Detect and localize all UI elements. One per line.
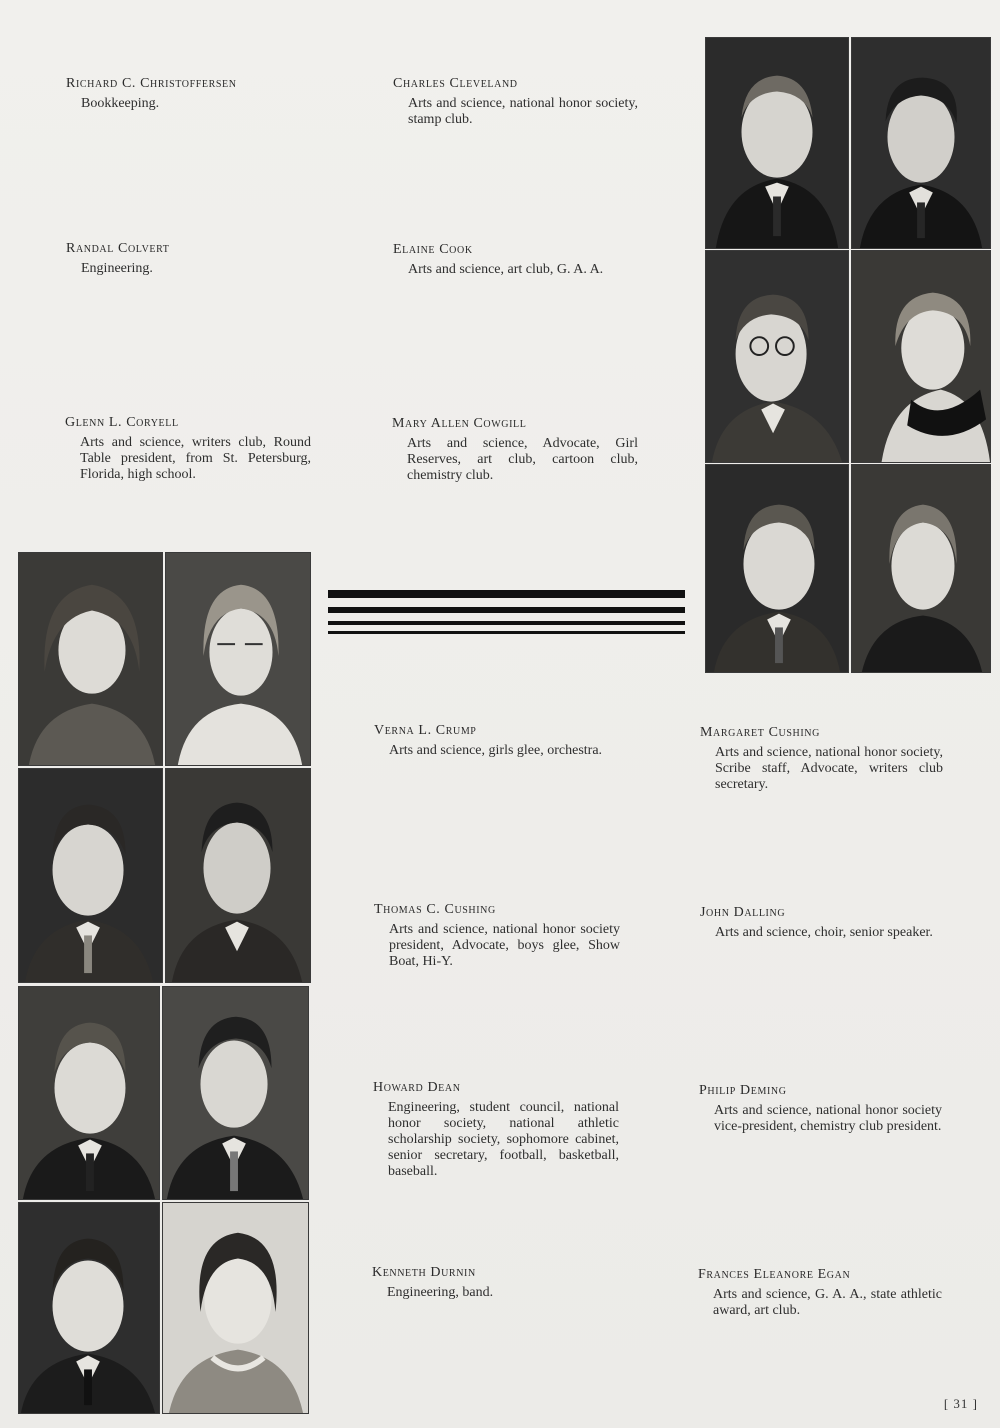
student-portrait — [162, 986, 309, 1200]
student-entry — [374, 723, 620, 759]
student-entry — [698, 1267, 942, 1319]
student-portrait — [705, 37, 849, 249]
student-activities: Arts and science, G. A. A., state athletic award, art club. — [713, 1287, 942, 1318]
student-activities: Arts and science, national honor society, stamp club. — [408, 96, 638, 127]
student-activities: Arts and science, national honor society president, Advocate, boys glee, Show Boat, Hi-Y. — [389, 922, 620, 969]
student-name: Frances Eleanore Egan — [698, 1267, 851, 1282]
student-name: John Dalling — [700, 905, 786, 920]
student-activities: Bookkeeping. — [81, 96, 160, 111]
student-activities: Engineering, student council, national honor society, national athletic scholarship society, sophomore cabinet, senior secretary, football, basketball, baseball. — [388, 1100, 619, 1179]
student-name: Howard Dean — [373, 1080, 461, 1095]
student-name: Margaret Cushing — [700, 725, 820, 740]
student-entry — [700, 905, 943, 941]
student-entry — [65, 415, 311, 483]
student-entry — [393, 76, 638, 128]
student-portrait — [18, 1202, 160, 1414]
student-portrait — [18, 552, 163, 766]
student-activities: Arts and science, national honor society vice-president, chemistry club president. — [714, 1103, 942, 1134]
student-activities: Arts and science, art club, G. A. A. — [408, 262, 604, 277]
student-name: Glenn L. Coryell — [65, 415, 179, 430]
divider-rule — [328, 621, 685, 625]
student-entry — [373, 1080, 619, 1180]
student-activities: Arts and science, writers club, Round Table president, from St. Petersburg, Florida, high school. — [80, 435, 311, 482]
student-entry — [700, 725, 943, 793]
student-entry — [66, 241, 326, 277]
page-number: [ 31 ] — [943, 1396, 978, 1411]
student-name: Randal Colvert — [66, 241, 170, 256]
student-activities: Engineering. — [81, 261, 153, 276]
student-portrait — [18, 768, 163, 983]
student-entry — [372, 1265, 618, 1301]
student-entry — [393, 242, 638, 278]
student-entry — [66, 76, 326, 112]
student-entry — [699, 1083, 942, 1135]
student-activities: Arts and science, Advocate, Girl Reserves, art club, cartoon club, chemistry club. — [407, 436, 638, 483]
student-name: Richard C. Christoffersen — [66, 76, 237, 91]
student-portrait — [165, 768, 311, 983]
student-name: Kenneth Durnin — [372, 1265, 476, 1280]
student-portrait — [18, 986, 160, 1200]
divider-rule — [328, 590, 685, 598]
student-activities: Arts and science, national honor society, Scribe staff, Advocate, writers club secretary. — [715, 745, 943, 792]
student-activities: Engineering, band. — [387, 1285, 494, 1300]
student-entry — [392, 416, 638, 484]
student-portrait — [705, 250, 849, 463]
student-name: Verna L. Crump — [374, 723, 477, 738]
student-portrait — [165, 552, 311, 766]
student-activities: Arts and science, girls glee, orchestra. — [389, 743, 603, 758]
student-portrait — [851, 37, 991, 249]
student-name: Elaine Cook — [393, 242, 473, 257]
divider-rule — [328, 631, 685, 634]
student-activities: Arts and science, choir, senior speaker. — [715, 925, 933, 940]
student-portrait — [162, 1202, 309, 1414]
divider-rule — [328, 607, 685, 613]
student-entry — [374, 902, 620, 970]
student-name: Thomas C. Cushing — [374, 902, 496, 917]
student-portrait — [851, 250, 991, 463]
student-name: Mary Allen Cowgill — [392, 416, 527, 431]
student-portrait — [705, 464, 849, 673]
student-portrait — [851, 464, 991, 673]
student-name: Philip Deming — [699, 1083, 787, 1098]
student-name: Charles Cleveland — [393, 76, 518, 91]
